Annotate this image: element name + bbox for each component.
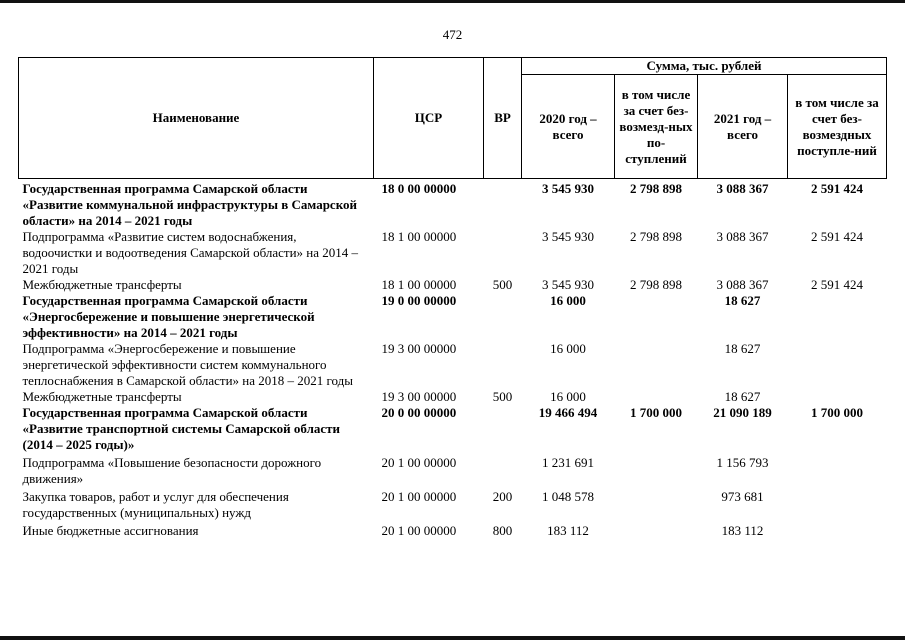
row-2021-free — [788, 487, 887, 521]
row-2020-free: 1 700 000 — [630, 405, 682, 420]
row-2020-total: 16 000 — [550, 341, 586, 356]
row-name: Межбюджетные трансферты — [22, 389, 182, 404]
table-row — [19, 405, 887, 453]
row-csr: 20 0 00 00000 — [381, 405, 457, 420]
row-2020-total: 1 231 691 — [542, 455, 594, 470]
row-2020-total: 19 466 494 — [538, 405, 598, 420]
table-row — [19, 487, 887, 521]
table-row — [19, 341, 887, 389]
header-2021-free: в том числе за счет без-возмездных поступле-ний — [788, 75, 887, 179]
row-csr: 18 0 00 00000 — [381, 181, 457, 196]
table-row — [19, 389, 887, 405]
header-sum-group: Сумма, тыс. рублей — [522, 58, 887, 75]
header-name: Наименование — [19, 58, 374, 179]
row-2020-free: 2 798 898 — [630, 229, 682, 244]
row-2021-total: 18 627 — [724, 389, 761, 404]
row-2021-total: 18 627 — [724, 293, 761, 308]
row-2021-total: 21 090 189 — [713, 405, 772, 420]
row-name: Государственная программа Самарской области «Энергосбережение и повышение энергетической эффективности» на 2014 – 2021 годы — [22, 293, 315, 340]
row-vr: 800 — [492, 523, 513, 538]
row-name: Иные бюджетные ассигнования — [22, 523, 199, 538]
row-name: Закупка товаров, работ и услуг для обеспечения государственных (муниципальных) нужд — [22, 489, 289, 520]
table-row — [19, 229, 887, 277]
row-2020-free — [615, 341, 698, 389]
header-csr: ЦСР — [374, 58, 484, 179]
row-2020-total: 16 000 — [550, 389, 586, 404]
row-vr: 500 — [492, 277, 513, 292]
header-2020-free: в том числе за счет без-возмезд-ных по-ступлений — [615, 75, 698, 179]
row-2021-total: 3 088 367 — [716, 181, 769, 196]
header-2020-total: 2020 год – всего — [522, 75, 615, 179]
row-2020-free — [615, 389, 698, 405]
header-2021-total: 2021 год – всего — [698, 75, 788, 179]
table-row — [19, 521, 887, 539]
row-csr: 18 1 00 00000 — [381, 277, 457, 292]
header-vr: ВР — [484, 58, 522, 179]
row-2021-free — [788, 389, 887, 405]
row-2020-free — [615, 487, 698, 521]
row-2021-free — [788, 293, 887, 341]
row-csr: 19 0 00 00000 — [381, 293, 457, 308]
row-name: Государственная программа Самарской области «Развитие транспортной системы Самарской области (2014 – 2025 годы)» — [22, 405, 341, 452]
row-vr — [484, 229, 522, 277]
table-row — [19, 277, 887, 293]
row-csr: 20 1 00 00000 — [381, 523, 457, 538]
row-csr: 20 1 00 00000 — [381, 455, 457, 470]
row-vr: 500 — [492, 389, 513, 404]
row-2021-total: 183 112 — [721, 523, 764, 538]
table-body — [19, 179, 887, 540]
row-2021-total: 3 088 367 — [716, 277, 769, 292]
row-vr — [484, 179, 522, 230]
row-2020-total: 1 048 578 — [542, 489, 594, 504]
row-2021-free — [788, 341, 887, 389]
row-2020-total: 16 000 — [550, 293, 586, 308]
row-2021-free: 2 591 424 — [811, 277, 863, 292]
row-2020-total: 3 545 930 — [542, 181, 594, 196]
row-name: Государственная программа Самарской области «Развитие коммунальной инфраструктуры в Самарской области» на 2014 – 2021 годы — [22, 181, 358, 228]
row-2021-free: 1 700 000 — [811, 405, 863, 420]
page-top-edge — [0, 0, 905, 3]
row-2020-free — [615, 521, 698, 539]
table-row — [19, 179, 887, 230]
row-vr — [484, 405, 522, 453]
row-2020-free — [615, 293, 698, 341]
row-2020-total: 3 545 930 — [542, 229, 594, 244]
row-2020-free — [615, 453, 698, 487]
row-2020-free: 2 798 898 — [630, 277, 682, 292]
row-csr: 20 1 00 00000 — [381, 489, 457, 504]
row-2020-free: 2 798 898 — [630, 181, 682, 196]
row-csr: 19 3 00 00000 — [381, 389, 457, 404]
row-vr — [484, 293, 522, 341]
row-vr — [484, 341, 522, 389]
page-number: 472 — [442, 27, 463, 42]
row-vr: 200 — [492, 489, 513, 504]
row-name: Межбюджетные трансферты — [22, 277, 182, 292]
row-2020-total: 3 545 930 — [542, 277, 594, 292]
row-2021-free: 2 591 424 — [811, 181, 863, 196]
row-csr: 18 1 00 00000 — [381, 229, 457, 244]
row-2021-total: 18 627 — [724, 341, 761, 356]
row-name: Подпрограмма «Энергосбережение и повышение энергетической эффективности систем коммунального теплоснабжения в Самарской области» на 2018 – 2021 годы — [22, 341, 354, 388]
row-2021-free — [788, 521, 887, 539]
row-2021-total: 3 088 367 — [716, 229, 769, 244]
row-csr: 19 3 00 00000 — [381, 341, 457, 356]
row-2021-total: 1 156 793 — [716, 455, 769, 470]
row-vr — [484, 453, 522, 487]
table-header — [19, 58, 887, 179]
table-row — [19, 453, 887, 487]
row-2020-total: 183 112 — [547, 523, 589, 538]
row-name: Подпрограмма «Повышение безопасности дорожного движения» — [22, 455, 322, 486]
row-2021-free: 2 591 424 — [811, 229, 863, 244]
row-2021-free — [788, 453, 887, 487]
row-name: Подпрограмма «Развитие систем водоснабжения, водоочистки и водоотведения Самарской области» на 2014 – 2021 годы — [22, 229, 359, 276]
row-2021-total: 973 681 — [721, 489, 764, 504]
table-row — [19, 293, 887, 341]
page-bottom-edge — [0, 636, 905, 640]
budget-table — [18, 57, 887, 539]
